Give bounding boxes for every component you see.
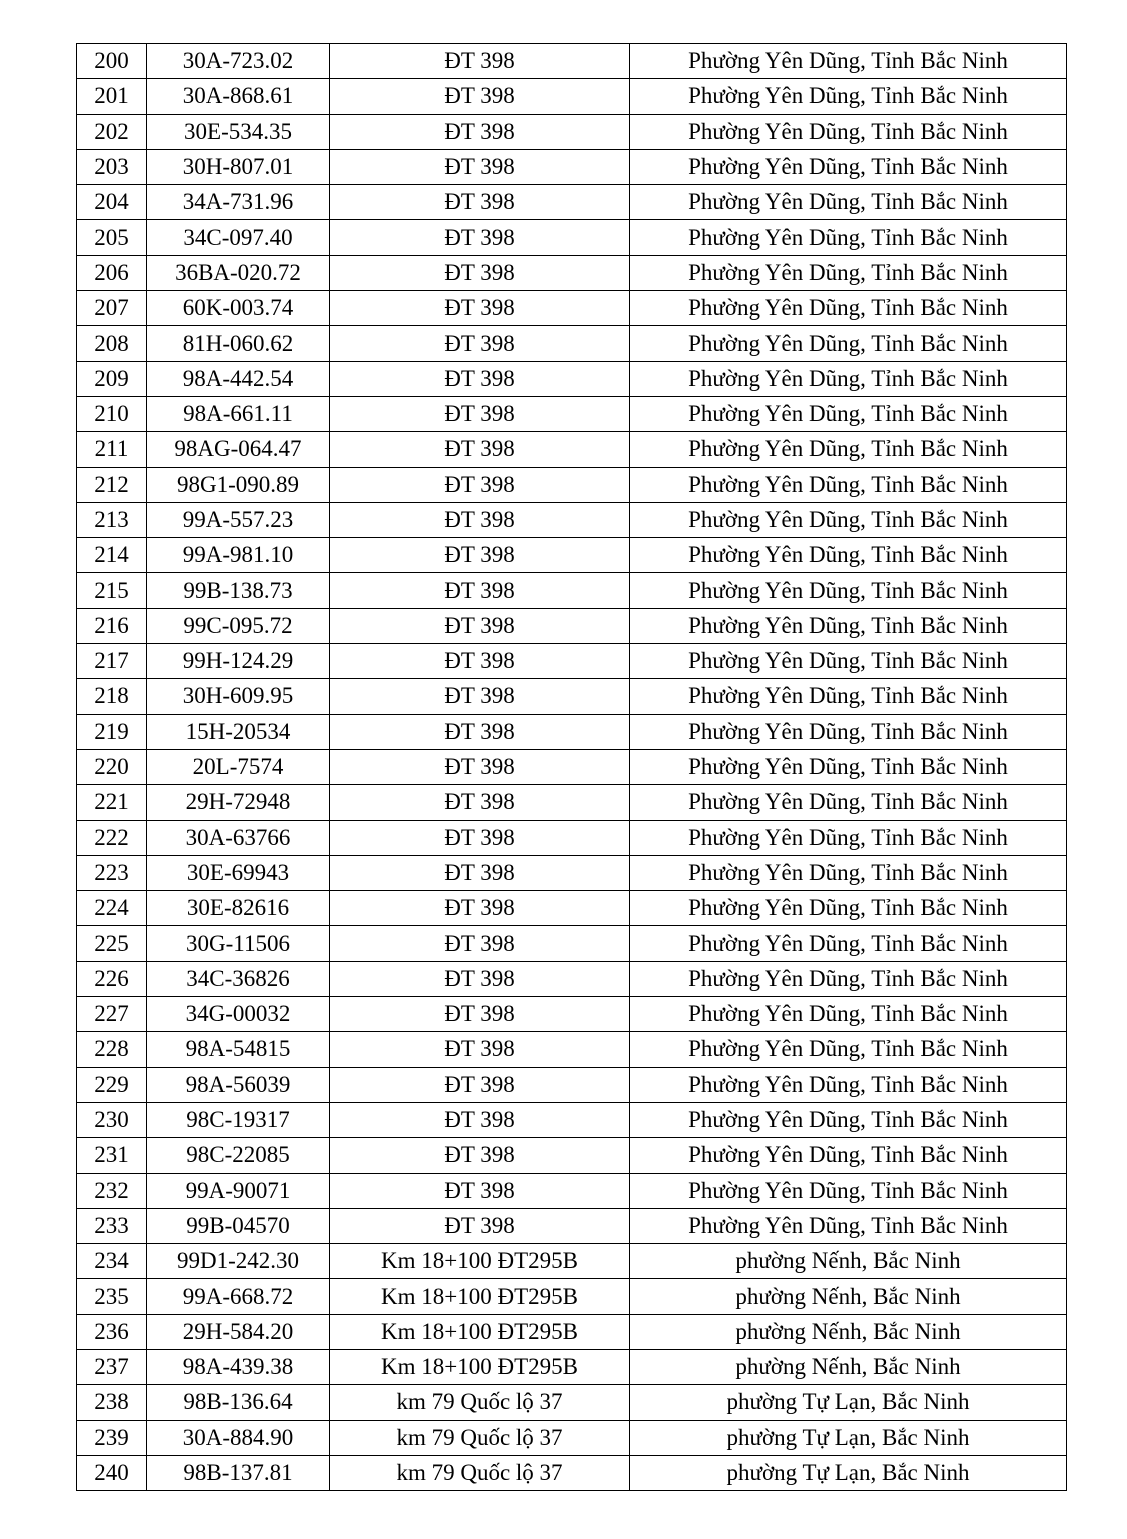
violation-table bbox=[76, 43, 1067, 1491]
table-row bbox=[77, 608, 1067, 643]
license-plate-cell: 30E-534.35 bbox=[147, 114, 330, 149]
violation-location-cell: ĐT 398 bbox=[330, 820, 630, 855]
table-row bbox=[77, 749, 1067, 784]
license-plate-cell: 29H-584.20 bbox=[147, 1314, 330, 1349]
table-row bbox=[77, 361, 1067, 396]
violation-location-cell: ĐT 398 bbox=[330, 220, 630, 255]
license-plate-cell: 99H-124.29 bbox=[147, 644, 330, 679]
violation-location-cell: ĐT 398 bbox=[330, 785, 630, 820]
license-plate-cell: 30H-807.01 bbox=[147, 149, 330, 184]
administrative-unit-cell: Phường Yên Dũng, Tỉnh Bắc Ninh bbox=[630, 502, 1067, 537]
row-number-cell: 225 bbox=[77, 926, 147, 961]
row-number-cell: 239 bbox=[77, 1420, 147, 1455]
row-number-cell: 236 bbox=[77, 1314, 147, 1349]
violation-location-cell: ĐT 398 bbox=[330, 714, 630, 749]
license-plate-cell: 30E-69943 bbox=[147, 855, 330, 890]
table-row bbox=[77, 149, 1067, 184]
table-row bbox=[77, 891, 1067, 926]
license-plate-cell: 99B-138.73 bbox=[147, 573, 330, 608]
violation-location-cell: ĐT 398 bbox=[330, 502, 630, 537]
row-number-cell: 220 bbox=[77, 749, 147, 784]
violation-location-cell: ĐT 398 bbox=[330, 149, 630, 184]
administrative-unit-cell: Phường Yên Dũng, Tỉnh Bắc Ninh bbox=[630, 820, 1067, 855]
violation-location-cell: km 79 Quốc lộ 37 bbox=[330, 1420, 630, 1455]
table-row bbox=[77, 679, 1067, 714]
license-plate-cell: 99A-981.10 bbox=[147, 538, 330, 573]
table-row bbox=[77, 1208, 1067, 1243]
table-row bbox=[77, 538, 1067, 573]
row-number-cell: 237 bbox=[77, 1349, 147, 1384]
administrative-unit-cell: phường Nếnh, Bắc Ninh bbox=[630, 1279, 1067, 1314]
table-row bbox=[77, 1138, 1067, 1173]
license-plate-cell: 30A-63766 bbox=[147, 820, 330, 855]
license-plate-cell: 98C-19317 bbox=[147, 1102, 330, 1137]
administrative-unit-cell: phường Tự Lạn, Bắc Ninh bbox=[630, 1385, 1067, 1420]
violation-location-cell: ĐT 398 bbox=[330, 255, 630, 290]
administrative-unit-cell: Phường Yên Dũng, Tỉnh Bắc Ninh bbox=[630, 1208, 1067, 1243]
table-row bbox=[77, 785, 1067, 820]
license-plate-cell: 36BA-020.72 bbox=[147, 255, 330, 290]
table-row bbox=[77, 855, 1067, 890]
administrative-unit-cell: phường Nếnh, Bắc Ninh bbox=[630, 1349, 1067, 1384]
license-plate-cell: 34C-36826 bbox=[147, 961, 330, 996]
table-row bbox=[77, 44, 1067, 79]
row-number-cell: 224 bbox=[77, 891, 147, 926]
row-number-cell: 232 bbox=[77, 1173, 147, 1208]
administrative-unit-cell: phường Nếnh, Bắc Ninh bbox=[630, 1244, 1067, 1279]
administrative-unit-cell: Phường Yên Dũng, Tỉnh Bắc Ninh bbox=[630, 467, 1067, 502]
administrative-unit-cell: Phường Yên Dũng, Tỉnh Bắc Ninh bbox=[630, 114, 1067, 149]
license-plate-cell: 30A-868.61 bbox=[147, 79, 330, 114]
violation-location-cell: km 79 Quốc lộ 37 bbox=[330, 1455, 630, 1490]
license-plate-cell: 98A-442.54 bbox=[147, 361, 330, 396]
administrative-unit-cell: Phường Yên Dũng, Tỉnh Bắc Ninh bbox=[630, 149, 1067, 184]
row-number-cell: 217 bbox=[77, 644, 147, 679]
administrative-unit-cell: Phường Yên Dũng, Tỉnh Bắc Ninh bbox=[630, 961, 1067, 996]
license-plate-cell: 34C-097.40 bbox=[147, 220, 330, 255]
violation-location-cell: ĐT 398 bbox=[330, 749, 630, 784]
violation-location-cell: Km 18+100 ĐT295B bbox=[330, 1314, 630, 1349]
row-number-cell: 204 bbox=[77, 185, 147, 220]
administrative-unit-cell: Phường Yên Dũng, Tỉnh Bắc Ninh bbox=[630, 714, 1067, 749]
license-plate-cell: 99A-557.23 bbox=[147, 502, 330, 537]
row-number-cell: 212 bbox=[77, 467, 147, 502]
license-plate-cell: 99A-90071 bbox=[147, 1173, 330, 1208]
license-plate-cell: 99A-668.72 bbox=[147, 1279, 330, 1314]
violation-location-cell: ĐT 398 bbox=[330, 997, 630, 1032]
license-plate-cell: 30E-82616 bbox=[147, 891, 330, 926]
table-row bbox=[77, 255, 1067, 290]
table-row bbox=[77, 714, 1067, 749]
row-number-cell: 233 bbox=[77, 1208, 147, 1243]
row-number-cell: 214 bbox=[77, 538, 147, 573]
violation-location-cell: ĐT 398 bbox=[330, 396, 630, 431]
license-plate-cell: 34A-731.96 bbox=[147, 185, 330, 220]
row-number-cell: 235 bbox=[77, 1279, 147, 1314]
table-row bbox=[77, 291, 1067, 326]
row-number-cell: 223 bbox=[77, 855, 147, 890]
license-plate-cell: 98B-137.81 bbox=[147, 1455, 330, 1490]
administrative-unit-cell: Phường Yên Dũng, Tỉnh Bắc Ninh bbox=[630, 44, 1067, 79]
license-plate-cell: 98A-54815 bbox=[147, 1032, 330, 1067]
table-row bbox=[77, 1385, 1067, 1420]
row-number-cell: 226 bbox=[77, 961, 147, 996]
license-plate-cell: 30A-723.02 bbox=[147, 44, 330, 79]
row-number-cell: 211 bbox=[77, 432, 147, 467]
table-row bbox=[77, 396, 1067, 431]
administrative-unit-cell: Phường Yên Dũng, Tỉnh Bắc Ninh bbox=[630, 185, 1067, 220]
table-row bbox=[77, 432, 1067, 467]
table-row bbox=[77, 502, 1067, 537]
license-plate-cell: 29H-72948 bbox=[147, 785, 330, 820]
violation-location-cell: ĐT 398 bbox=[330, 114, 630, 149]
row-number-cell: 213 bbox=[77, 502, 147, 537]
violation-location-cell: ĐT 398 bbox=[330, 432, 630, 467]
administrative-unit-cell: Phường Yên Dũng, Tỉnh Bắc Ninh bbox=[630, 538, 1067, 573]
license-plate-cell: 98G1-090.89 bbox=[147, 467, 330, 502]
table-row bbox=[77, 1349, 1067, 1384]
administrative-unit-cell: Phường Yên Dũng, Tỉnh Bắc Ninh bbox=[630, 361, 1067, 396]
row-number-cell: 234 bbox=[77, 1244, 147, 1279]
license-plate-cell: 60K-003.74 bbox=[147, 291, 330, 326]
violation-location-cell: ĐT 398 bbox=[330, 679, 630, 714]
table-row bbox=[77, 820, 1067, 855]
row-number-cell: 229 bbox=[77, 1067, 147, 1102]
violation-location-cell: ĐT 398 bbox=[330, 1067, 630, 1102]
license-plate-cell: 98A-661.11 bbox=[147, 396, 330, 431]
row-number-cell: 221 bbox=[77, 785, 147, 820]
table-row bbox=[77, 961, 1067, 996]
administrative-unit-cell: Phường Yên Dũng, Tỉnh Bắc Ninh bbox=[630, 396, 1067, 431]
administrative-unit-cell: Phường Yên Dũng, Tỉnh Bắc Ninh bbox=[630, 997, 1067, 1032]
violation-location-cell: ĐT 398 bbox=[330, 1032, 630, 1067]
violation-location-cell: ĐT 398 bbox=[330, 44, 630, 79]
administrative-unit-cell: Phường Yên Dũng, Tỉnh Bắc Ninh bbox=[630, 749, 1067, 784]
table-row bbox=[77, 1455, 1067, 1490]
row-number-cell: 215 bbox=[77, 573, 147, 608]
license-plate-cell: 30G-11506 bbox=[147, 926, 330, 961]
administrative-unit-cell: Phường Yên Dũng, Tỉnh Bắc Ninh bbox=[630, 679, 1067, 714]
table-row bbox=[77, 1067, 1067, 1102]
row-number-cell: 228 bbox=[77, 1032, 147, 1067]
table-row bbox=[77, 1314, 1067, 1349]
administrative-unit-cell: Phường Yên Dũng, Tỉnh Bắc Ninh bbox=[630, 785, 1067, 820]
administrative-unit-cell: Phường Yên Dũng, Tỉnh Bắc Ninh bbox=[630, 1067, 1067, 1102]
administrative-unit-cell: Phường Yên Dũng, Tỉnh Bắc Ninh bbox=[630, 291, 1067, 326]
license-plate-cell: 98AG-064.47 bbox=[147, 432, 330, 467]
administrative-unit-cell: Phường Yên Dũng, Tỉnh Bắc Ninh bbox=[630, 926, 1067, 961]
license-plate-cell: 99D1-242.30 bbox=[147, 1244, 330, 1279]
row-number-cell: 209 bbox=[77, 361, 147, 396]
violation-location-cell: ĐT 398 bbox=[330, 855, 630, 890]
license-plate-cell: 81H-060.62 bbox=[147, 326, 330, 361]
administrative-unit-cell: Phường Yên Dũng, Tỉnh Bắc Ninh bbox=[630, 855, 1067, 890]
row-number-cell: 202 bbox=[77, 114, 147, 149]
violation-location-cell: ĐT 398 bbox=[330, 467, 630, 502]
table-row bbox=[77, 997, 1067, 1032]
row-number-cell: 208 bbox=[77, 326, 147, 361]
administrative-unit-cell: Phường Yên Dũng, Tỉnh Bắc Ninh bbox=[630, 644, 1067, 679]
violation-location-cell: ĐT 398 bbox=[330, 185, 630, 220]
table-body bbox=[77, 44, 1067, 1491]
row-number-cell: 238 bbox=[77, 1385, 147, 1420]
table-row bbox=[77, 1279, 1067, 1314]
row-number-cell: 230 bbox=[77, 1102, 147, 1137]
table-row bbox=[77, 926, 1067, 961]
license-plate-cell: 98C-22085 bbox=[147, 1138, 330, 1173]
row-number-cell: 205 bbox=[77, 220, 147, 255]
violation-location-cell: ĐT 398 bbox=[330, 1173, 630, 1208]
table-row bbox=[77, 1173, 1067, 1208]
violation-location-cell: ĐT 398 bbox=[330, 961, 630, 996]
violation-location-cell: ĐT 398 bbox=[330, 291, 630, 326]
row-number-cell: 227 bbox=[77, 997, 147, 1032]
license-plate-cell: 99B-04570 bbox=[147, 1208, 330, 1243]
row-number-cell: 203 bbox=[77, 149, 147, 184]
administrative-unit-cell: Phường Yên Dũng, Tỉnh Bắc Ninh bbox=[630, 573, 1067, 608]
license-plate-cell: 30A-884.90 bbox=[147, 1420, 330, 1455]
table-row bbox=[77, 1244, 1067, 1279]
row-number-cell: 231 bbox=[77, 1138, 147, 1173]
violation-location-cell: ĐT 398 bbox=[330, 891, 630, 926]
table-row bbox=[77, 644, 1067, 679]
violation-location-cell: ĐT 398 bbox=[330, 1138, 630, 1173]
row-number-cell: 210 bbox=[77, 396, 147, 431]
license-plate-cell: 15H-20534 bbox=[147, 714, 330, 749]
administrative-unit-cell: Phường Yên Dũng, Tỉnh Bắc Ninh bbox=[630, 79, 1067, 114]
table-row bbox=[77, 1102, 1067, 1137]
table-row bbox=[77, 573, 1067, 608]
violation-location-cell: ĐT 398 bbox=[330, 644, 630, 679]
violation-location-cell: Km 18+100 ĐT295B bbox=[330, 1279, 630, 1314]
violation-location-cell: ĐT 398 bbox=[330, 1208, 630, 1243]
row-number-cell: 240 bbox=[77, 1455, 147, 1490]
license-plate-cell: 98A-56039 bbox=[147, 1067, 330, 1102]
administrative-unit-cell: Phường Yên Dũng, Tỉnh Bắc Ninh bbox=[630, 1032, 1067, 1067]
row-number-cell: 207 bbox=[77, 291, 147, 326]
administrative-unit-cell: Phường Yên Dũng, Tỉnh Bắc Ninh bbox=[630, 1102, 1067, 1137]
license-plate-cell: 34G-00032 bbox=[147, 997, 330, 1032]
license-plate-cell: 30H-609.95 bbox=[147, 679, 330, 714]
violation-location-cell: ĐT 398 bbox=[330, 1102, 630, 1137]
table-row bbox=[77, 114, 1067, 149]
row-number-cell: 206 bbox=[77, 255, 147, 290]
violation-location-cell: km 79 Quốc lộ 37 bbox=[330, 1385, 630, 1420]
administrative-unit-cell: Phường Yên Dũng, Tỉnh Bắc Ninh bbox=[630, 1173, 1067, 1208]
row-number-cell: 200 bbox=[77, 44, 147, 79]
row-number-cell: 222 bbox=[77, 820, 147, 855]
license-plate-cell: 98B-136.64 bbox=[147, 1385, 330, 1420]
violation-location-cell: ĐT 398 bbox=[330, 79, 630, 114]
violation-location-cell: ĐT 398 bbox=[330, 608, 630, 643]
table-row bbox=[77, 220, 1067, 255]
administrative-unit-cell: phường Nếnh, Bắc Ninh bbox=[630, 1314, 1067, 1349]
administrative-unit-cell: Phường Yên Dũng, Tỉnh Bắc Ninh bbox=[630, 891, 1067, 926]
row-number-cell: 218 bbox=[77, 679, 147, 714]
violation-location-cell: ĐT 398 bbox=[330, 326, 630, 361]
row-number-cell: 216 bbox=[77, 608, 147, 643]
row-number-cell: 219 bbox=[77, 714, 147, 749]
table-row bbox=[77, 1032, 1067, 1067]
table-row bbox=[77, 1420, 1067, 1455]
violation-location-cell: Km 18+100 ĐT295B bbox=[330, 1244, 630, 1279]
license-plate-cell: 98A-439.38 bbox=[147, 1349, 330, 1384]
table-row bbox=[77, 79, 1067, 114]
administrative-unit-cell: Phường Yên Dũng, Tỉnh Bắc Ninh bbox=[630, 1138, 1067, 1173]
table-row bbox=[77, 326, 1067, 361]
violation-location-cell: ĐT 398 bbox=[330, 573, 630, 608]
administrative-unit-cell: Phường Yên Dũng, Tỉnh Bắc Ninh bbox=[630, 220, 1067, 255]
administrative-unit-cell: Phường Yên Dũng, Tỉnh Bắc Ninh bbox=[630, 326, 1067, 361]
license-plate-cell: 99C-095.72 bbox=[147, 608, 330, 643]
violation-location-cell: ĐT 398 bbox=[330, 361, 630, 396]
table-row bbox=[77, 467, 1067, 502]
administrative-unit-cell: Phường Yên Dũng, Tỉnh Bắc Ninh bbox=[630, 608, 1067, 643]
license-plate-cell: 20L-7574 bbox=[147, 749, 330, 784]
administrative-unit-cell: Phường Yên Dũng, Tỉnh Bắc Ninh bbox=[630, 255, 1067, 290]
violation-location-cell: Km 18+100 ĐT295B bbox=[330, 1349, 630, 1384]
violation-location-cell: ĐT 398 bbox=[330, 538, 630, 573]
administrative-unit-cell: Phường Yên Dũng, Tỉnh Bắc Ninh bbox=[630, 432, 1067, 467]
administrative-unit-cell: phường Tự Lạn, Bắc Ninh bbox=[630, 1455, 1067, 1490]
table-row bbox=[77, 185, 1067, 220]
violation-location-cell: ĐT 398 bbox=[330, 926, 630, 961]
row-number-cell: 201 bbox=[77, 79, 147, 114]
administrative-unit-cell: phường Tự Lạn, Bắc Ninh bbox=[630, 1420, 1067, 1455]
